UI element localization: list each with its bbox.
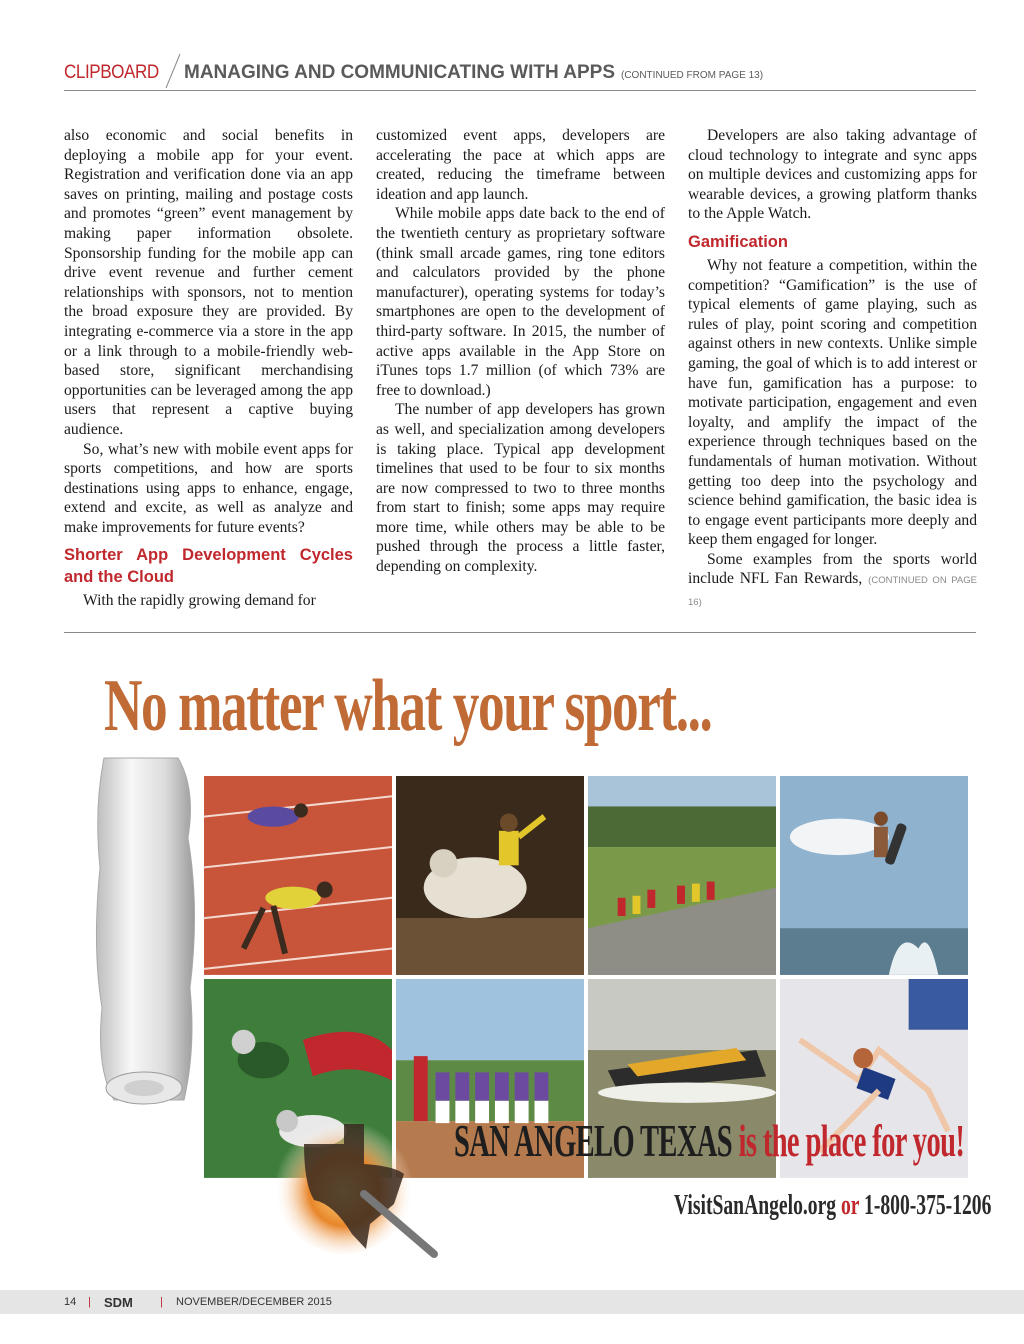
article-body: [64, 126, 976, 622]
paragraph: While mobile apps date back to the end of the twentieth century as proprietary software (think small arcade games, ring tone editors and calculators provided by the phone manufacturer), operating systems for today’s smartphones are open to the development of third-party software. In 2015, the number of active apps available in the App Store on iTunes tops 1.7 million (of which 73% are free to download.): [376, 205, 665, 399]
ad-tagline: [454, 1114, 964, 1167]
paper-roll-graphic: [74, 748, 214, 1108]
ad-headline: No matter what your sport...: [104, 665, 712, 747]
column-2: [376, 126, 665, 577]
paragraph: So, what’s new with mobile event apps for sports competitions, and how are sports destinations using apps to enhance, engage, extend and excite, as well as analyze and make improvements for future events?: [64, 440, 353, 536]
tagline-rest: is the place for you!: [738, 1115, 965, 1166]
paragraph: Developers are also taking advantage of cloud technology to integrate and sync apps on multiple devices and customizing apps for wearable devices, a growing platform thanks to the Apple Watch.: [688, 127, 977, 223]
tagline-place: SAN ANGELO TEXAS: [454, 1115, 733, 1166]
page-header: [64, 52, 976, 91]
column-3: [688, 126, 977, 613]
paragraph: Why not feature a competition, within the competition? “Gamification” is the use of typical elements of game playing, such as rules of play, point scoring and competition against others in new contexts. Unlike simple gaming, the goal of which is to add interest or have fun, gamification has a purpose: to motivate participation, engagement and even loyalty, and amplify the impact of the experience through techniques based on the fundamentals of human motivation. Without getting too deep into the psychology and science behind gamification, the basic idea is to engage event participants more deeply and keep them engaged for longer.: [688, 256, 977, 549]
photo-wakeboarding: [780, 776, 968, 975]
advertisement: [64, 648, 992, 1274]
paragraph: customized event apps, developers are accelerating the pace at which apps are created, reducing the timeframe between ideation and app launch.: [376, 127, 665, 203]
ad-contact: [674, 1190, 991, 1222]
photo-track-sprinters: [204, 776, 392, 975]
continued-on: (CONTINUED ON PAGE 16): [688, 575, 977, 609]
slash-divider: [160, 52, 184, 90]
photo-cycling: [588, 776, 776, 975]
section-label: CLIPBOARD: [64, 62, 159, 83]
page-number: 14: [64, 1296, 77, 1308]
texas-branding-graphic: [274, 1104, 434, 1264]
paragraph: also economic and social benefits in deploying a mobile app for your event. Registration and verification done via an app saves on printing, mailing and postage costs and promotes “green” event management by making paper information obsolete. Sponsorship funding for the mobile app can drive event revenue and further cement relationships with sponsors, not to mention the broad exposure they are provided. By integrating e-commerce via a store in the app or a link through to a mobile-friendly web-based store, significant merchandising opportunities can be leveraged among the app users that represent a captive buying audience.: [64, 127, 353, 438]
divider: [64, 632, 976, 633]
subheading: Gamification: [688, 232, 788, 251]
ad-website: VisitSanAngelo.org: [674, 1190, 837, 1221]
photo-bull-riding: [396, 776, 584, 975]
paragraph: The number of app developers has grown as well, and specialization among developers is taking place. Typical app development timelines that used to be four to six months are now compressed to two to three months from start to finish; some apps may require more time, while others may be able to be pushed through the process a little faster, depending on complexity.: [376, 401, 665, 576]
footer-separator: |: [160, 1296, 163, 1308]
ad-phone: 1-800-375-1206: [864, 1190, 992, 1221]
article-headline: [184, 62, 763, 84]
column-1: [64, 126, 353, 611]
paragraph: [688, 550, 977, 613]
headline-title: MANAGING AND COMMUNICATING WITH APPS: [184, 62, 615, 83]
footer-separator: |: [88, 1296, 91, 1308]
paragraph: With the rapidly growing demand for: [83, 592, 316, 610]
continued-from: (CONTINUED FROM PAGE 13): [621, 70, 764, 81]
paragraph-text: Some examples from the sports world include NFL Fan Rewards,: [688, 550, 977, 588]
issue-date: NOVEMBER/DECEMBER 2015: [176, 1296, 332, 1308]
subheading: Shorter App Development Cycles and the Cloud: [64, 546, 353, 587]
contact-or: or: [840, 1190, 860, 1221]
magazine-brand: SDM: [104, 1295, 133, 1310]
page-footer: [0, 1290, 1024, 1314]
